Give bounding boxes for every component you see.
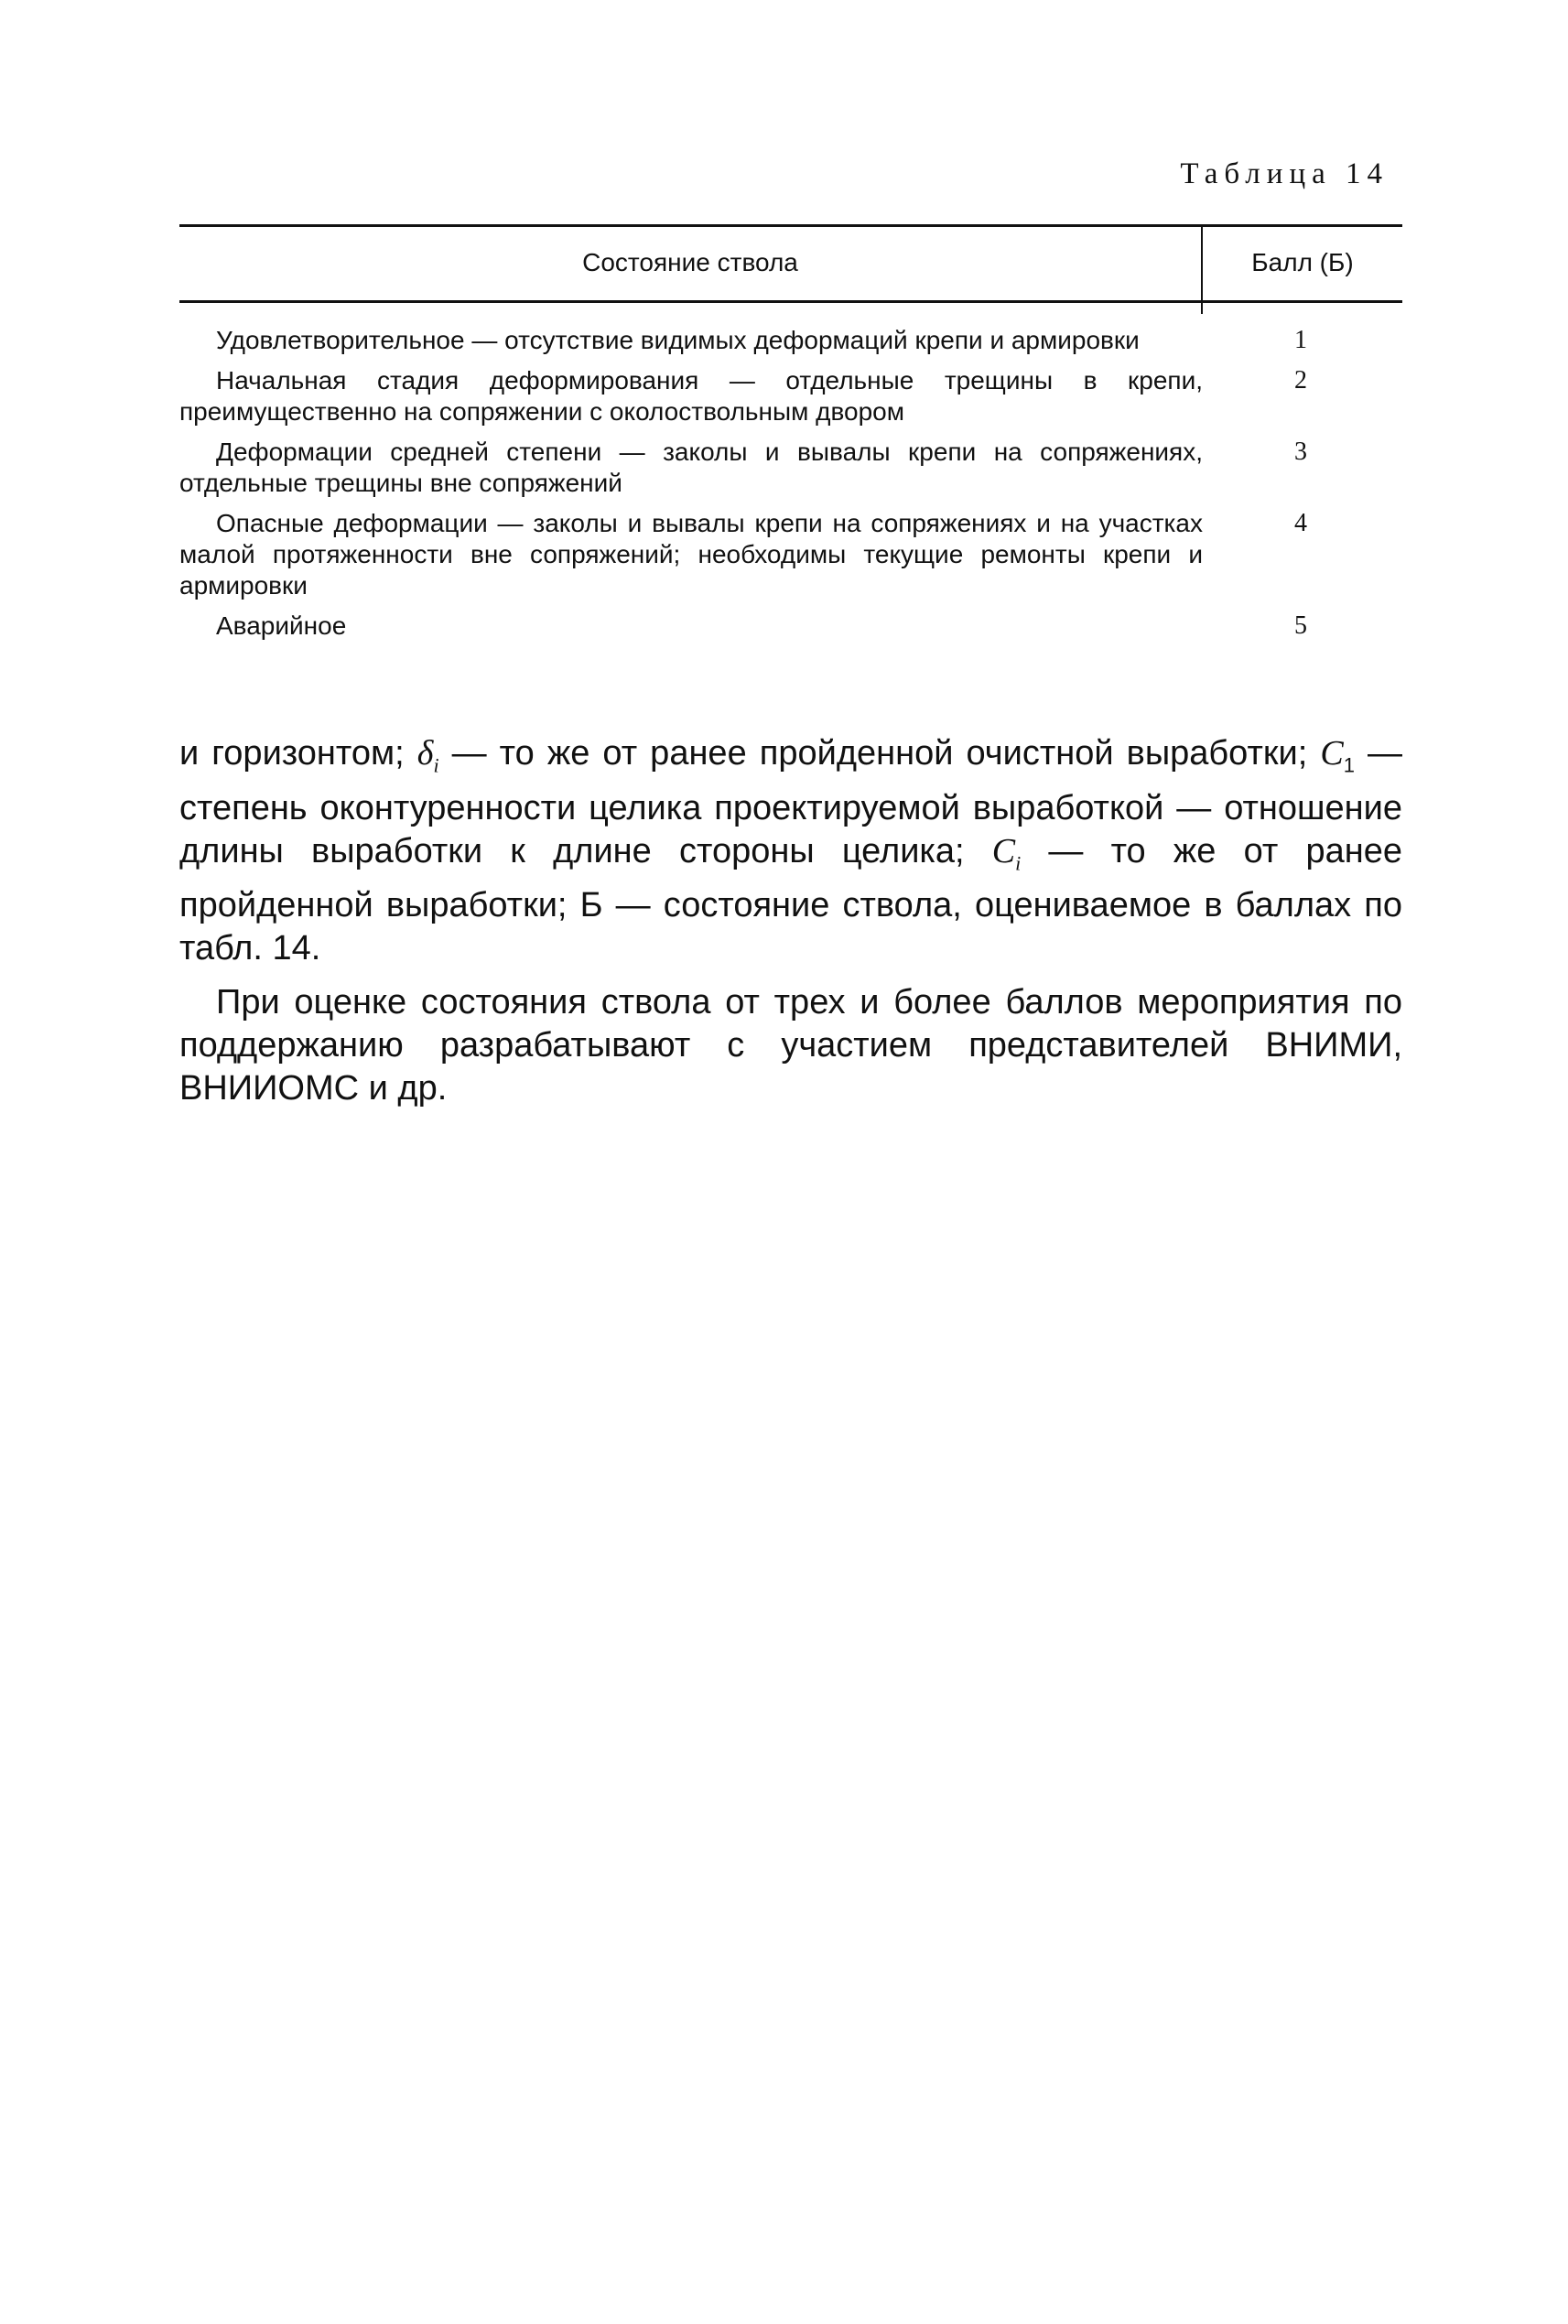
text-segment: — то же от ранее пройденной очистной выработки; [438, 734, 1321, 773]
paragraph-variables [179, 732, 1402, 970]
table-body [179, 325, 1402, 651]
row-description: Начальная стадия деформирования — отдельные трещины в крепи, преимущественно на сопряжении с околоствольным двором [179, 366, 1203, 426]
table-top-rule [179, 224, 1402, 227]
table-row [179, 508, 1402, 601]
table-header-rule [179, 300, 1402, 303]
paragraph-measures: При оценке состояния ствола от трех и более баллов мероприятия по поддержанию разрабатывают с участием представителей ВНИМИ, ВНИИОМС и др. [179, 983, 1402, 1108]
row-description: Аварийное [216, 611, 347, 640]
row-description: Опасные деформации — заколы и вывалы крепи на сопряжениях и на участках малой протяженности вне сопряжений; необходимы текущие ремонты крепи и армировки [179, 509, 1203, 600]
header-state: Состояние ствола [582, 248, 798, 276]
symbol-ci: C [991, 831, 1016, 870]
row-description: Деформации средней степени — заколы и вывалы крепи на сопряжениях, отдельные трещины вне сопряжений [179, 438, 1203, 497]
symbol-c1-subscript: 1 [1343, 753, 1355, 777]
body-text [179, 732, 1402, 1110]
row-score: 2 [1294, 366, 1307, 395]
table-row [179, 365, 1402, 427]
row-score: 3 [1294, 438, 1307, 466]
symbol-delta: δ [416, 734, 434, 773]
table-caption: Таблица 14 [1180, 157, 1389, 190]
row-score: 5 [1294, 611, 1307, 640]
table-row [179, 325, 1402, 356]
row-description: Удовлетворительное — отсутствие видимых деформаций крепи и армировки [216, 326, 1140, 354]
table-row [179, 437, 1402, 499]
table-row [179, 611, 1402, 642]
symbol-ci-subscript: i [1015, 851, 1022, 875]
header-score: Балл (Б) [1251, 248, 1354, 276]
symbol-delta-subscript: i [433, 753, 439, 777]
row-score: 1 [1294, 326, 1307, 354]
row-score: 4 [1294, 509, 1307, 537]
symbol-c1: C [1320, 734, 1344, 773]
text-segment: — степень оконтуренности целика проектируемой выработкой — отношение длины выработки к длине стороны целика; [179, 734, 1402, 870]
text-segment: — то же от ранее пройденной выработки; Б — состояние ствола, оцениваемое в баллах по табл. 14. [179, 831, 1402, 968]
text-segment: и горизонтом; [179, 734, 417, 773]
